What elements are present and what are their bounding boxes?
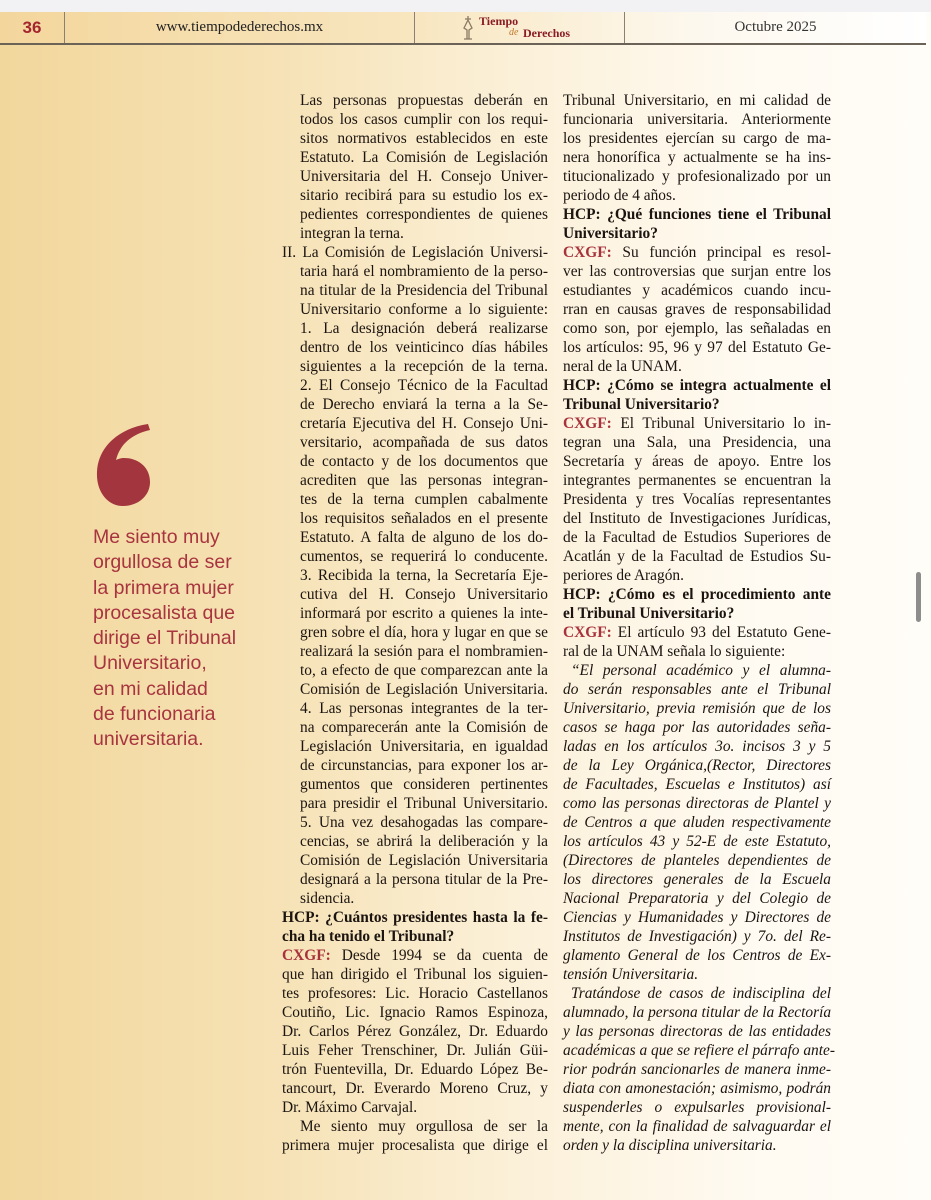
text-line: los requisitos señalados en el presente [300,510,548,527]
text-line: rior podrán sancionarles de manera inme- [563,1061,831,1078]
paragraph [563,91,831,205]
text-line: realizará la sesión para el nombramien- [300,643,548,660]
text-line: primera mujer procesalista que dirige el [282,1137,548,1154]
text-line: el Tribunal Universitario? [563,605,735,622]
text-line: Me siento muy orgullosa de ser la [300,1118,548,1135]
text-line: gren sobre el día, hora y lugar en que se [300,624,548,641]
text-line: casos se haga por las autoridades seña- [563,719,831,736]
text-line: Universitario conforme a lo siguiente: [300,301,548,318]
page-header [0,12,926,45]
text-line: integran la terna. [300,225,404,242]
text-line: designará a la persona titular de la Pre- [300,871,548,888]
article-column-1 [282,91,548,1155]
text-line: dentro de los veinticinco días hábiles [300,339,548,356]
text-line: 1. La designación deberá realizarse [300,320,548,337]
scrollbar-thumb[interactable] [916,572,921,622]
text-line: cencias, se abrirá la deliberación y la [300,833,548,850]
interviewee-answer [563,623,831,661]
text-line: Tribunal Universitario, en mi calidad de [563,92,831,109]
interviewer-question [282,908,548,946]
interviewee-answer [563,414,831,585]
text-line: Nacional Preparatoria y del Colegio de [563,890,831,907]
text-line: funcionaria universitaria. Anteriormente [563,111,831,128]
text-line: los artículos: 95, 96 y 97 del Estatuto Ge- [563,339,831,356]
interviewee-answer [563,243,831,376]
pull-quote-line: Universitario, [93,652,207,675]
text-line: do serán responsables ante el Tribunal [563,681,831,698]
pull-quote-line: procesalista que [93,601,236,624]
text-line: na titular de la Presidencia del Tribunal [300,282,548,299]
text-line: versitario, acompañada de sus datos [300,434,548,451]
text-line: acrediten que las personas integran- [300,472,548,489]
paragraph [282,91,548,243]
text-line: para presidir el Tribunal Universitario. [300,795,548,812]
text-line: trón Fuentevilla, Dr. Eduardo López Be- [282,1061,548,1078]
text-line: rran en causas graves de responsabilidad [563,301,831,318]
text-line: 5. Una vez desahogadas las compare- [300,814,548,831]
text-line: gumentos que consideren pertinentes [300,776,548,793]
text-line: glamento General de los Centros de Ex- [563,947,831,964]
pull-quote-line: dirige el Tribunal [93,627,237,650]
text-line: ver las controversias que surjan entre los [563,263,831,280]
text-line: como las personas directoras de Plantel y [563,795,831,812]
text-line: HCP: ¿Cuántos presidentes hasta la fe- [282,909,548,926]
text-line: de la Facultad de Estudios Superiores de [563,529,831,546]
text-line: de la Ley Orgánica,(Rector, Directores [563,757,831,774]
text-line: orden y la disciplina universitaria. [563,1137,777,1154]
text-line: neral de la UNAM. [563,358,682,375]
text-line: de Centros a que aluden respectivamente [563,814,831,831]
text-line: cha ha tenido el Tribunal? [282,928,455,945]
speaker-label: CXGF: [563,244,612,261]
text-line: que han dirigido el Tribunal los siguien- [282,966,548,983]
text-line [563,243,831,262]
text-line: HCP: ¿Qué funciones tiene el Tribunal [563,206,831,223]
magazine-logo [415,12,625,43]
pull-quote-line: Me siento muy [93,526,220,548]
text-line: Acatlán y de la Facultad de Estudios Su- [563,548,831,565]
text-line: siguientes a la recepción de la terna. [300,358,548,375]
text-line: HCP: ¿Cómo es el procedimiento ante [563,586,831,603]
text-line: Las personas propuestas deberán en [300,92,548,109]
text-line: Coutiño, Lic. Ignacio Ramos Espinoza, [282,1004,548,1021]
text-line: 4. Las personas integrantes de la ter- [300,700,548,717]
answer-text: El Tribunal Universitario lo in- [611,415,831,432]
text-line: nera honorífica y actualmente se ha ins- [563,149,831,166]
speaker-label: CXGF: [282,947,331,964]
text-line: alumnado, la persona titular de la Rectoría [563,1004,832,1021]
text-line: tegran una Sala, una Presidencia, una [563,434,831,451]
text-line: (Directores de planteles dependientes de [563,852,831,869]
text-line: 2. El Consejo Técnico de la Facultad [300,377,548,394]
text-line: Estatuto. La Comisión de Legislación [300,149,548,166]
text-line: Tribunal Universitario? [563,396,720,413]
quoted-statute [563,984,835,1155]
paragraph [282,243,548,908]
text-line: de contacto y de los documentos que [300,453,548,470]
logo-word-derechos: Derechos [523,26,571,40]
text-line: de Derecho enviará la terna a la Se- [300,396,548,413]
text-line: titucionalizado y profesionalizado por un [563,168,831,185]
text-line: na comparecerán ante la Comisión de [300,719,548,736]
text-line: estudiantes y académicos cuando incu- [563,282,831,299]
text-line: Dr. Carlos Pérez González, Dr. Eduardo [282,1023,548,1040]
logo-word-tiempo: Tiempo [479,14,519,28]
text-line: tes de la terna cumplen cabalmente [300,491,548,508]
quote-mark-icon [92,420,154,510]
paragraph [282,1117,548,1155]
text-line: sitos normativos establecidos en este [300,130,548,147]
text-line: HCP: ¿Cómo se integra actualmente el [563,377,831,394]
text-line: tancourt, Dr. Everardo Moreno Cruz, y [282,1080,548,1097]
text-line: todos los casos cumplir con los requi- [300,111,548,128]
text-line: suspenderles o expulsarles provisional- [563,1099,831,1116]
issue-date: Octubre 2025 [734,19,817,35]
pull-quote-line: universitaria. [93,728,204,751]
text-line: académicas a que se refiere el párrafo ante- [563,1042,835,1059]
text-line: Ciencias y Humanidades y Directores de [563,909,831,926]
speaker-label: CXGF: [563,415,612,432]
top-strip [0,0,931,12]
answer-text: Su función principal es resol- [611,244,831,261]
text-line: taria hará el nombramiento de la perso- [300,263,548,280]
text-line: los presidentes ejercían su cargo de ma- [563,130,831,147]
text-line: diata con amonestación; asimismo, podrán [563,1080,831,1097]
text-line: Comisión de Legislación Universitaria [300,852,548,869]
text-line: del Instituto de Investigaciones Jurídicas, [563,510,831,527]
interviewer-question [563,205,831,243]
text-line: pedientes correspondientes de quienes [300,206,548,223]
text-line: Universitaria del H. Consejo Univer- [300,168,548,185]
text-line: periores de Aragón. [563,567,684,584]
interviewee-answer [282,946,548,1117]
text-line: Secretaría y áreas de apoyo. Entre los [563,453,831,470]
answer-text: Desde 1994 se da cuenta de [330,947,548,964]
text-line [563,414,831,433]
text-line: “El personal académico y el alumna- [571,662,831,679]
text-line: cutiva del H. Consejo Universitario [300,586,548,603]
text-line: cumentos, se requerirá lo conducente. [300,548,548,565]
answer-text: El artículo 93 del Estatuto Gene- [611,624,831,641]
logo-word-de: de [509,27,519,38]
pull-quote [93,525,236,753]
text-line: ladas en los artículos 3o. incisos 3 y 5 [563,738,831,755]
pull-quote-line: orgullosa de ser [93,551,232,574]
pull-quote-line: de funcionaria [93,703,216,726]
text-line: mente, con la finalidad de salvaguardar el [563,1118,831,1135]
text-line: periodo de 4 años. [563,187,676,204]
speaker-label: CXGF: [563,624,612,641]
text-line: 3. Recibida la terna, la Secretaría Eje- [300,567,548,584]
text-line: integrantes permanentes se encuentran la [563,472,831,489]
text-line: tes profesores: Lic. Horacio Castellanos [282,985,548,1002]
text-line: Universitario? [563,225,658,242]
text-line: tensión Universitaria. [563,966,699,983]
pull-quote-line: en mi calidad [93,677,208,700]
text-line [563,623,831,642]
text-line: los directores generales de la Escuela [563,871,831,888]
interviewer-question [563,585,831,623]
text-line [282,946,548,965]
text-line: sidencia. [300,890,355,907]
text-line: cretaría Ejecutiva del H. Consejo Uni- [300,415,548,432]
text-line: ral de la UNAM señala lo siguiente: [563,643,786,660]
text-line: Dr. Máximo Carvajal. [282,1099,418,1116]
text-line: los artículos 43 y 52-E de este Estatuto, [563,833,831,850]
page-number: 36 [0,12,65,43]
statue-logo-icon [461,15,475,41]
text-line: Luis Feher Trenschiner, Dr. Julián Güi- [282,1042,548,1059]
text-line: como son, por ejemplo, las señaladas en [563,320,831,337]
article-column-2 [563,91,835,1155]
text-line: Universitario, previa remisión que de los [563,700,831,717]
text-line: II. La Comisión de Legislación Universi- [282,244,548,261]
text-line: y las personas directoras de las entidades [563,1023,831,1040]
interviewer-question [563,376,831,414]
text-line: Legislación Universitaria, en igualdad [300,738,548,755]
pull-quote-line: la primera mujer [93,576,234,599]
text-line: Comisión de Legislación Universitaria. [300,681,548,698]
text-line: informará por escrito a quienes la inte- [300,605,548,622]
text-line: sitario recibirá para su estudio los ex- [300,187,548,204]
text-line: Institutos de Investigación) y 7o. del Re- [563,928,831,945]
text-line: Tratándose de casos de indisciplina del [571,985,831,1002]
text-line: de circunstancias, para exponer los ar- [300,757,548,774]
quoted-statute [563,661,831,984]
website-url[interactable]: www.tiempodederechos.mx [65,12,415,43]
text-line: Presidenta y tres Vocalías representantes [563,491,831,508]
text-line: de Facultades, Escuelas e Institutos) así [563,776,831,793]
text-line: Estatuto. A falta de alguno de los do- [300,529,548,546]
text-line: to, a efecto de que comparezcan ante la [300,662,548,679]
